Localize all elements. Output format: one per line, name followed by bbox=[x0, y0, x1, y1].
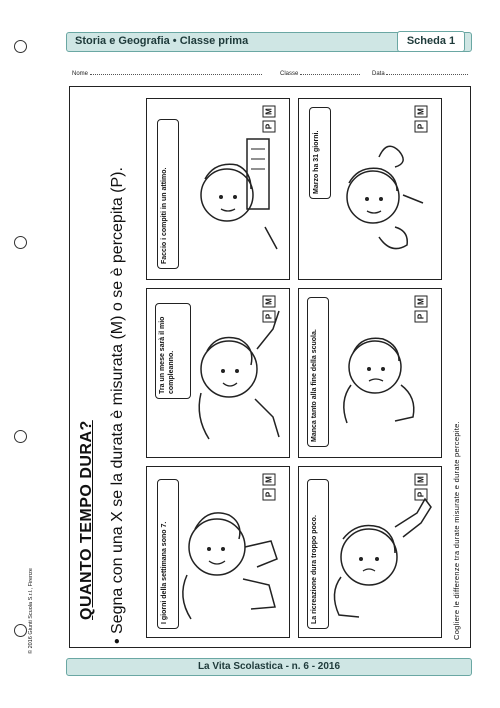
header-title: Storia e Geografia • Classe prima bbox=[75, 35, 249, 47]
copyright-text: © 2016 Giunti Scuola S.r.l., Firenze bbox=[28, 568, 34, 654]
class-field[interactable] bbox=[280, 68, 360, 77]
binder-hole bbox=[14, 236, 27, 249]
date-field[interactable] bbox=[372, 68, 468, 77]
binder-hole bbox=[14, 430, 27, 443]
panel-text: Marzo ha 31 giorni. bbox=[313, 130, 320, 194]
panel-text: I giorni della settimana sono 7. bbox=[161, 521, 168, 624]
answer-boxes bbox=[415, 473, 427, 501]
date-label: Data bbox=[372, 71, 385, 77]
panel-text: La ricreazione dura troppo poco. bbox=[311, 515, 318, 624]
option-p-box[interactable]: P bbox=[263, 489, 276, 501]
speech-bubble bbox=[157, 119, 179, 269]
class-label: Classe bbox=[280, 71, 299, 77]
option-p-box[interactable]: P bbox=[415, 489, 428, 501]
option-p-box[interactable]: P bbox=[263, 121, 276, 133]
option-p-box[interactable]: P bbox=[415, 311, 428, 323]
speech-bubble bbox=[307, 297, 329, 447]
instruction-text: • Segna con una X se la durata è misurata (M) o se è percepita (P). bbox=[109, 167, 126, 644]
option-m-box[interactable]: M bbox=[415, 296, 428, 308]
binder-hole bbox=[14, 624, 27, 637]
panel-2 bbox=[298, 466, 442, 638]
option-m-box[interactable]: M bbox=[263, 106, 276, 118]
option-m-box[interactable]: M bbox=[263, 474, 276, 486]
speech-bubble bbox=[309, 107, 331, 199]
speech-bubble bbox=[157, 479, 179, 629]
panel-1 bbox=[146, 466, 290, 638]
panel-5 bbox=[146, 98, 290, 280]
worksheet-title: QUANTO TEMPO DURA? bbox=[78, 420, 95, 620]
speech-bubble bbox=[307, 479, 329, 629]
answer-boxes bbox=[263, 473, 275, 501]
panel-text: Manca tanto alla fine della scuola. bbox=[311, 329, 318, 442]
binder-hole bbox=[14, 40, 27, 53]
footer-bar bbox=[66, 658, 472, 676]
option-m-box[interactable]: M bbox=[263, 296, 276, 308]
speech-bubble bbox=[155, 303, 191, 399]
panel-text: Faccio i compiti in un attimo. bbox=[161, 167, 168, 264]
answer-boxes bbox=[263, 105, 275, 133]
sheet-label: Scheda 1 bbox=[397, 31, 465, 52]
panel-4 bbox=[298, 288, 442, 458]
footer-text: La Vita Scolastica - n. 6 - 2016 bbox=[197, 661, 341, 672]
name-field[interactable] bbox=[72, 68, 262, 77]
option-m-box[interactable]: M bbox=[415, 474, 428, 486]
name-label: Nome bbox=[72, 71, 89, 77]
option-p-box[interactable]: P bbox=[415, 121, 428, 133]
panel-text: Tra un mese sarà il mio compleanno. bbox=[159, 316, 175, 394]
answer-boxes bbox=[415, 105, 427, 133]
header-bar bbox=[66, 32, 472, 52]
answer-boxes bbox=[263, 295, 275, 323]
answer-boxes bbox=[415, 295, 427, 323]
option-m-box[interactable]: M bbox=[415, 106, 428, 118]
panel-6 bbox=[298, 98, 442, 280]
objective-text: Cogliere le differenze tra durate misurate e durate percepite. bbox=[452, 421, 461, 640]
panel-3 bbox=[146, 288, 290, 458]
option-p-box[interactable]: P bbox=[263, 311, 276, 323]
